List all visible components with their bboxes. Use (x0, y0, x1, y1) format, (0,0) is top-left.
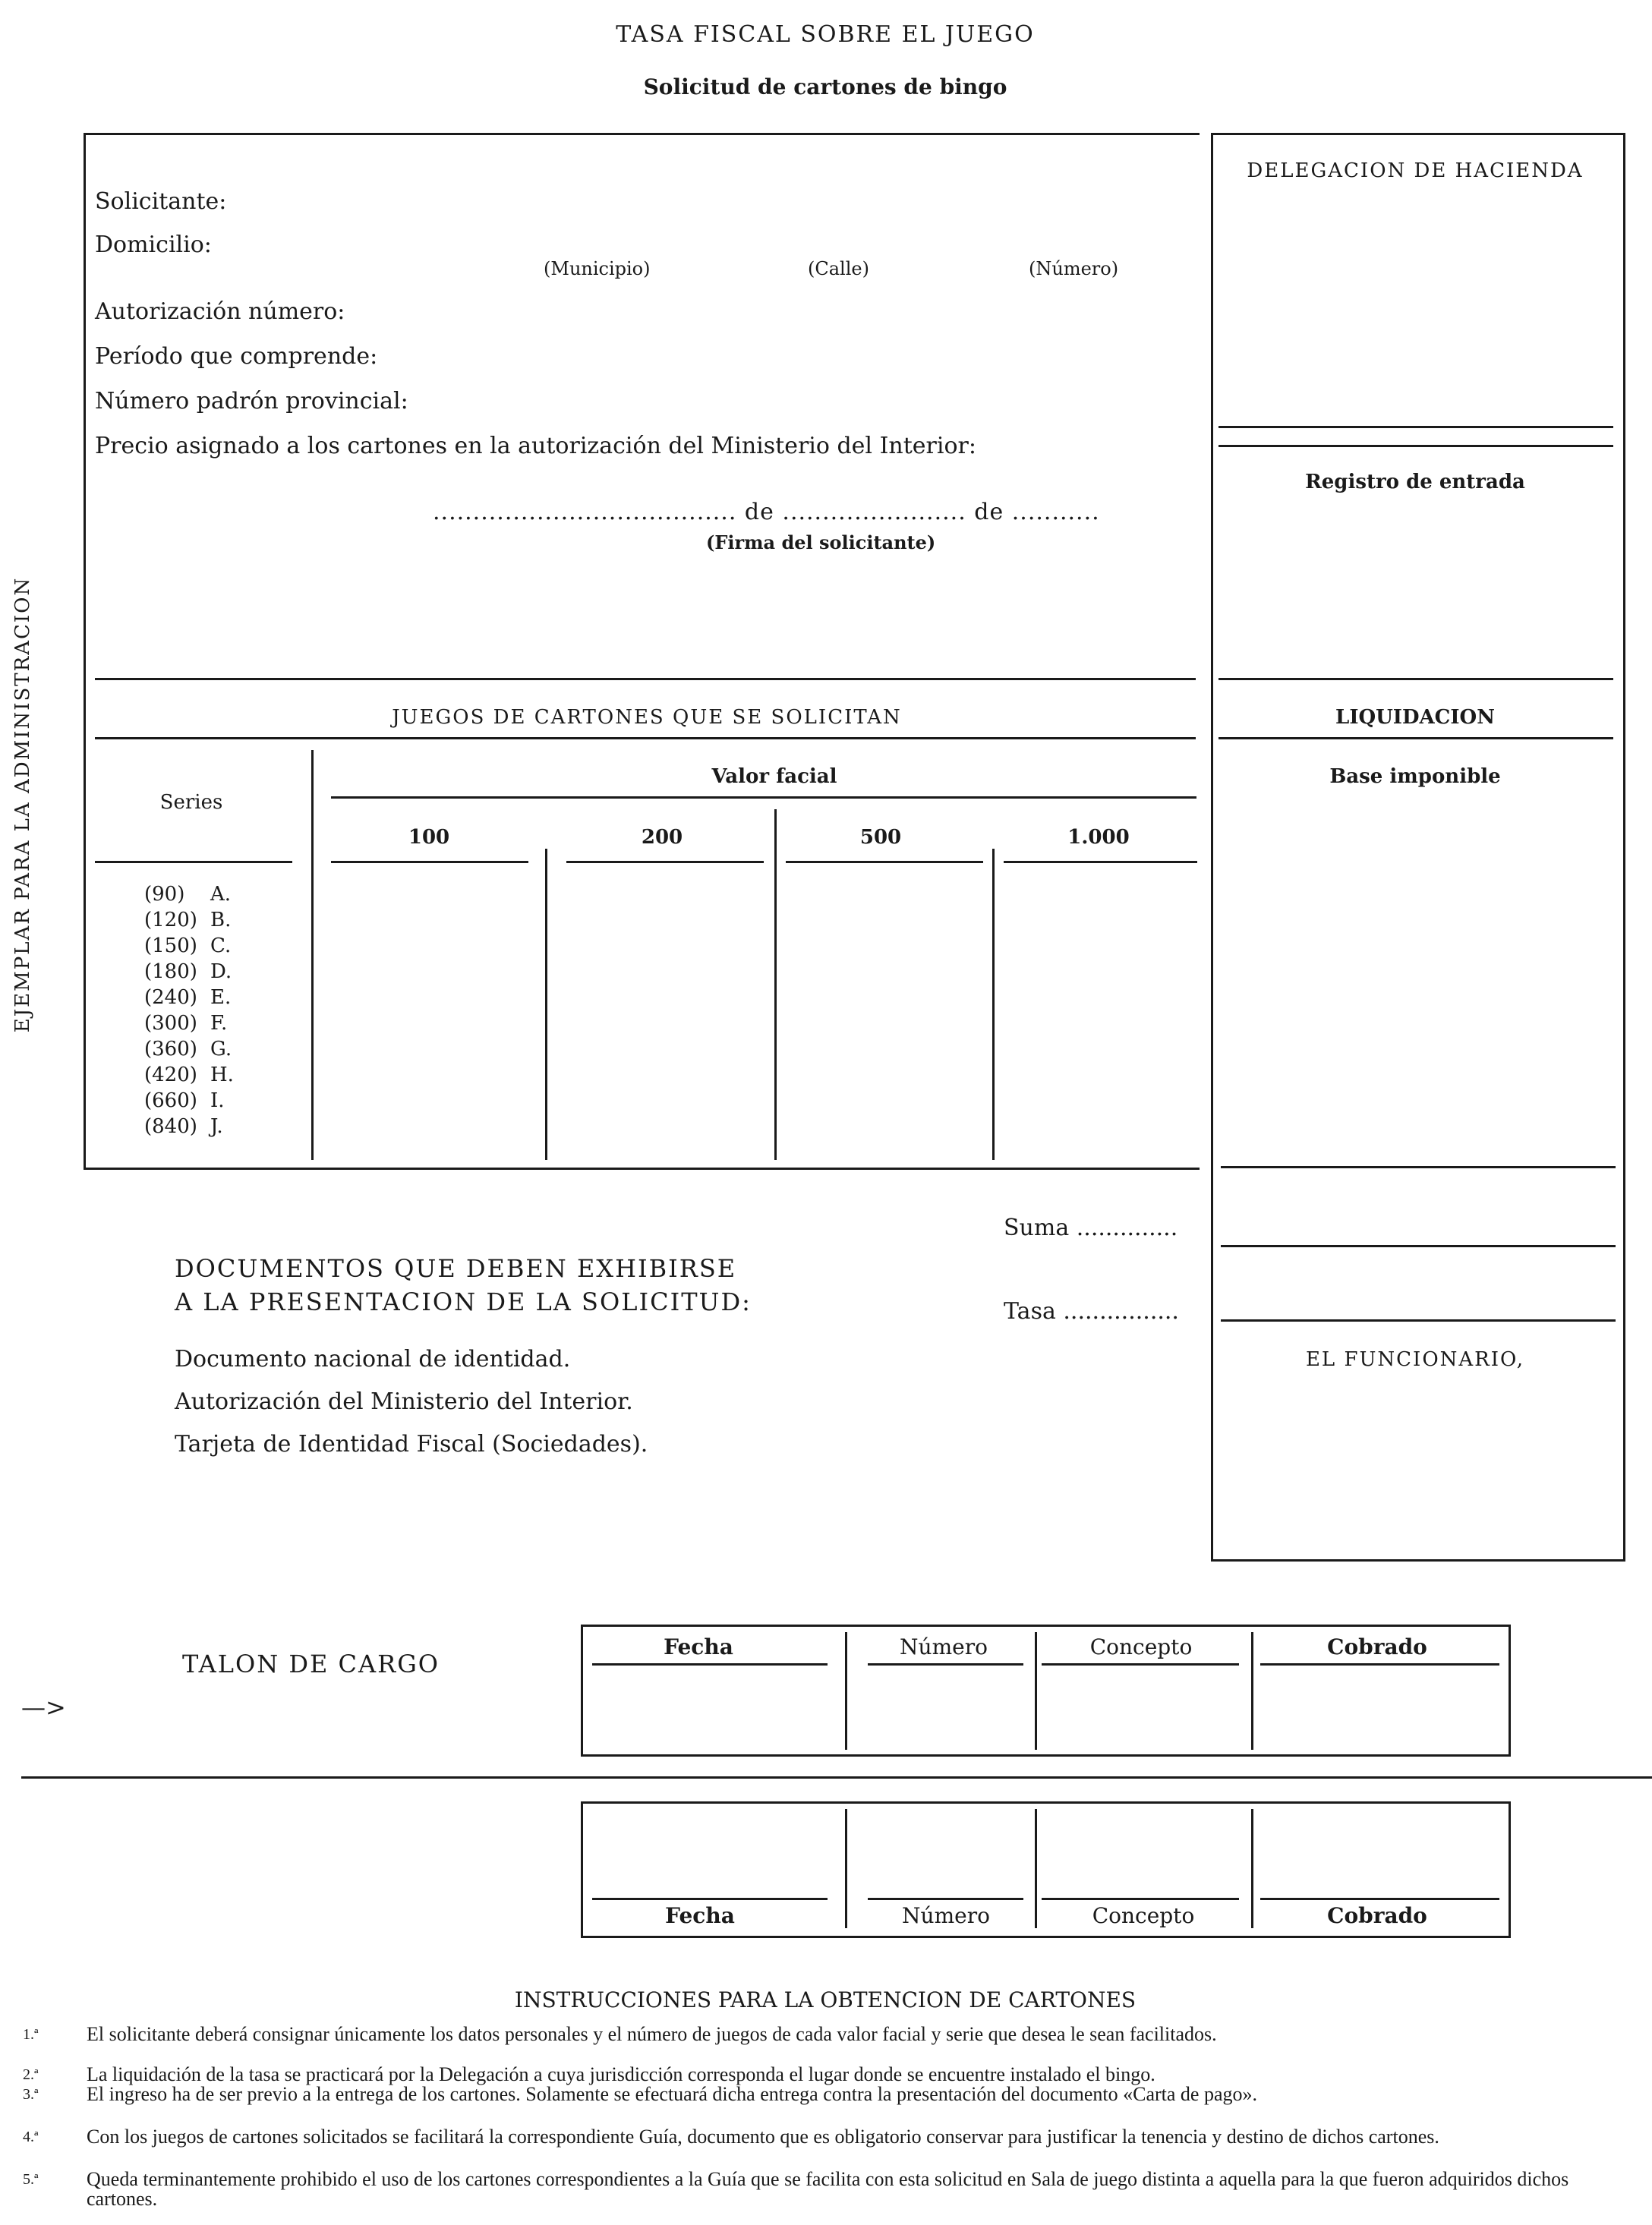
talon-lower-fecha: Fecha (665, 1903, 735, 1928)
talon-upper-divider-2 (1035, 1632, 1037, 1750)
right-line-b (1221, 1245, 1616, 1247)
tasa-field[interactable]: Tasa ................ (1004, 1298, 1179, 1325)
series-number: (150) (144, 934, 197, 957)
series-letter: I. (210, 1089, 225, 1112)
instruction-text: Con los juegos de cartones solicitados se facilitará la correspondiente Guía, documento que es obligatorio conservar para justificar la tenencia y destino de dichos cartones. (87, 2126, 1439, 2148)
liquidacion-label: LIQUIDACION (1335, 706, 1495, 729)
series-letter: A. (210, 883, 232, 906)
series-column-divider (311, 750, 314, 1160)
talon-lower-concepto: Concepto (1092, 1903, 1195, 1928)
instruction-text: La liquidación de la tasa se practicará por la Delegación a cuya jurisdicción corresponda el lugar donde se encuentre instalado el bingo. (87, 2063, 1155, 2085)
signature-label: (Firma del solicitante) (706, 531, 936, 553)
talon-upper-fecha: Fecha (664, 1634, 733, 1659)
field-solicitante[interactable]: Solicitante: (95, 188, 227, 215)
date-line[interactable]: ...................................... de ....................... de ........... (433, 499, 1100, 525)
suma-field[interactable]: Suma .............. (1004, 1215, 1178, 1241)
talon-upper-line-2 (868, 1663, 1023, 1666)
series-number: (300) (144, 1012, 197, 1035)
instruction-item (23, 2170, 1640, 2209)
instruction-text: El solicitante deberá consignar únicamente los datos personales y el número de juegos de cada valor facial y serie que desea le sean facilitados. (87, 2023, 1217, 2045)
series-number: (180) (144, 960, 197, 983)
column-line-200 (566, 861, 764, 863)
field-periodo[interactable]: Período que comprende: (95, 343, 378, 370)
valor-facial-line (331, 796, 1196, 799)
delegacion-line-2 (1219, 445, 1613, 447)
series-letter: H. (210, 1064, 234, 1086)
cut-line (21, 1776, 1652, 1779)
main-box-left-border (84, 133, 86, 1169)
talon-upper-line-4 (1260, 1663, 1499, 1666)
instruction-item (23, 2085, 1640, 2124)
instruction-item (23, 2127, 1640, 2167)
series-letter: B. (210, 909, 232, 931)
talon-upper-divider-3 (1251, 1632, 1253, 1750)
instruction-text: Queda terminantemente prohibido el uso de los cartones correspondientes a la Guía que se facilita con esta solicitud en Sala de juego distinta a aquella para la que fueron adquiridos dichos cartones. (87, 2168, 1569, 2210)
talon-lower-numero: Número (902, 1903, 990, 1928)
delegacion-label: DELEGACION DE HACIENDA (1247, 159, 1584, 182)
instruction-number: 4.ª (23, 2129, 39, 2145)
talon-lower-divider-1 (845, 1809, 847, 1928)
talon-label: TALON DE CARGO (182, 1650, 440, 1678)
right-line-a (1221, 1166, 1616, 1168)
column-line-1000 (1004, 861, 1197, 863)
series-label: Series (159, 791, 223, 814)
series-letter: E. (210, 986, 232, 1009)
instruction-item (23, 2065, 1640, 2085)
registro-label: Registro de entrada (1305, 471, 1525, 493)
games-heading-line (95, 737, 1196, 739)
talon-lower-line-1 (592, 1898, 828, 1900)
documents-heading-2: A LA PRESENTACION DE LA SOLICITUD: (175, 1287, 752, 1316)
series-number: (120) (144, 909, 197, 931)
document-item: Documento nacional de identidad. (175, 1346, 571, 1373)
series-number: (90) (144, 883, 185, 906)
field-domicilio[interactable]: Domicilio: (95, 232, 212, 258)
documents-heading-1: DOCUMENTOS QUE DEBEN EXHIBIRSE (175, 1254, 737, 1283)
talon-upper-numero: Número (900, 1634, 988, 1659)
arrow-icon: —> (21, 1693, 66, 1722)
talon-upper-concepto: Concepto (1089, 1634, 1193, 1659)
talon-lower-line-2 (868, 1898, 1023, 1900)
instructions-heading: INSTRUCCIONES PARA LA OBTENCION DE CARTONES (514, 1987, 1137, 2012)
right-line-c (1221, 1319, 1616, 1322)
instruction-number: 1.ª (23, 2026, 39, 2043)
column-header-1000: 1.000 (1067, 826, 1130, 849)
right-panel-box (1211, 133, 1625, 1562)
field-autorizacion[interactable]: Autorización número: (95, 298, 345, 325)
series-letter: G. (210, 1038, 232, 1060)
talon-upper-cobrado: Cobrado (1327, 1634, 1427, 1659)
label-numero: (Número) (1029, 258, 1119, 279)
column-divider-3 (992, 849, 995, 1160)
column-header-500: 500 (859, 826, 902, 849)
valor-facial-label: Valor facial (711, 765, 837, 788)
talon-lower-line-3 (1042, 1898, 1239, 1900)
main-box-bottom-border (84, 1168, 1200, 1170)
document-item: Tarjeta de Identidad Fiscal (Sociedades). (175, 1431, 648, 1458)
column-header-100: 100 (408, 826, 450, 849)
field-precio[interactable]: Precio asignado a los cartones en la autorización del Ministerio del Interior: (95, 433, 976, 459)
side-label: EJEMPLAR PARA LA ADMINISTRACION (11, 576, 34, 1033)
column-line-500 (786, 861, 983, 863)
series-letter: J. (210, 1115, 223, 1138)
games-table-heading: JUEGOS DE CARTONES QUE SE SOLICITAN (392, 706, 902, 729)
section-divider-right (1219, 678, 1613, 680)
column-divider-2 (774, 809, 777, 1160)
document-item: Autorización del Ministerio del Interior. (175, 1388, 633, 1415)
form-subtitle: Solicitud de cartones de bingo (643, 74, 1007, 99)
column-header-200: 200 (641, 826, 683, 849)
talon-lower-cobrado: Cobrado (1327, 1903, 1427, 1928)
instruction-number: 2.ª (23, 2066, 39, 2083)
field-padron[interactable]: Número padrón provincial: (95, 388, 408, 414)
talon-upper-line-3 (1042, 1663, 1239, 1666)
talon-upper-line-1 (592, 1663, 828, 1666)
funcionario-label: EL FUNCIONARIO, (1305, 1348, 1525, 1371)
talon-lower-line-4 (1260, 1898, 1499, 1900)
series-letter: C. (210, 934, 232, 957)
instruction-number: 5.ª (23, 2171, 39, 2188)
series-number: (660) (144, 1089, 197, 1112)
series-number: (420) (144, 1064, 197, 1086)
main-box-top-border (84, 133, 1200, 135)
liquidacion-line (1219, 737, 1613, 739)
form-title: TASA FISCAL SOBRE EL JUEGO (616, 21, 1035, 48)
column-divider-1 (545, 849, 547, 1160)
label-calle: (Calle) (808, 258, 869, 279)
series-number: (240) (144, 986, 197, 1009)
series-letter: D. (210, 960, 232, 983)
talon-upper-divider-1 (845, 1632, 847, 1750)
label-municipio: (Municipio) (544, 258, 651, 279)
series-number: (360) (144, 1038, 197, 1060)
series-number: (840) (144, 1115, 197, 1138)
series-letter: F. (210, 1012, 228, 1035)
instruction-item (23, 2025, 1640, 2064)
talon-lower-divider-2 (1035, 1809, 1037, 1928)
column-line-100 (331, 861, 528, 863)
instruction-text: El ingreso ha de ser previo a la entrega de los cartones. Solamente se efectuará dicha entrega contra la presentación del documento «Carta de pago». (87, 2083, 1258, 2105)
talon-lower-divider-3 (1251, 1809, 1253, 1928)
base-imponible-label: Base imponible (1329, 765, 1501, 788)
instruction-number: 3.ª (23, 2086, 39, 2103)
section-divider-left (95, 678, 1196, 680)
series-header-line (95, 861, 292, 863)
delegacion-line-1 (1219, 426, 1613, 428)
